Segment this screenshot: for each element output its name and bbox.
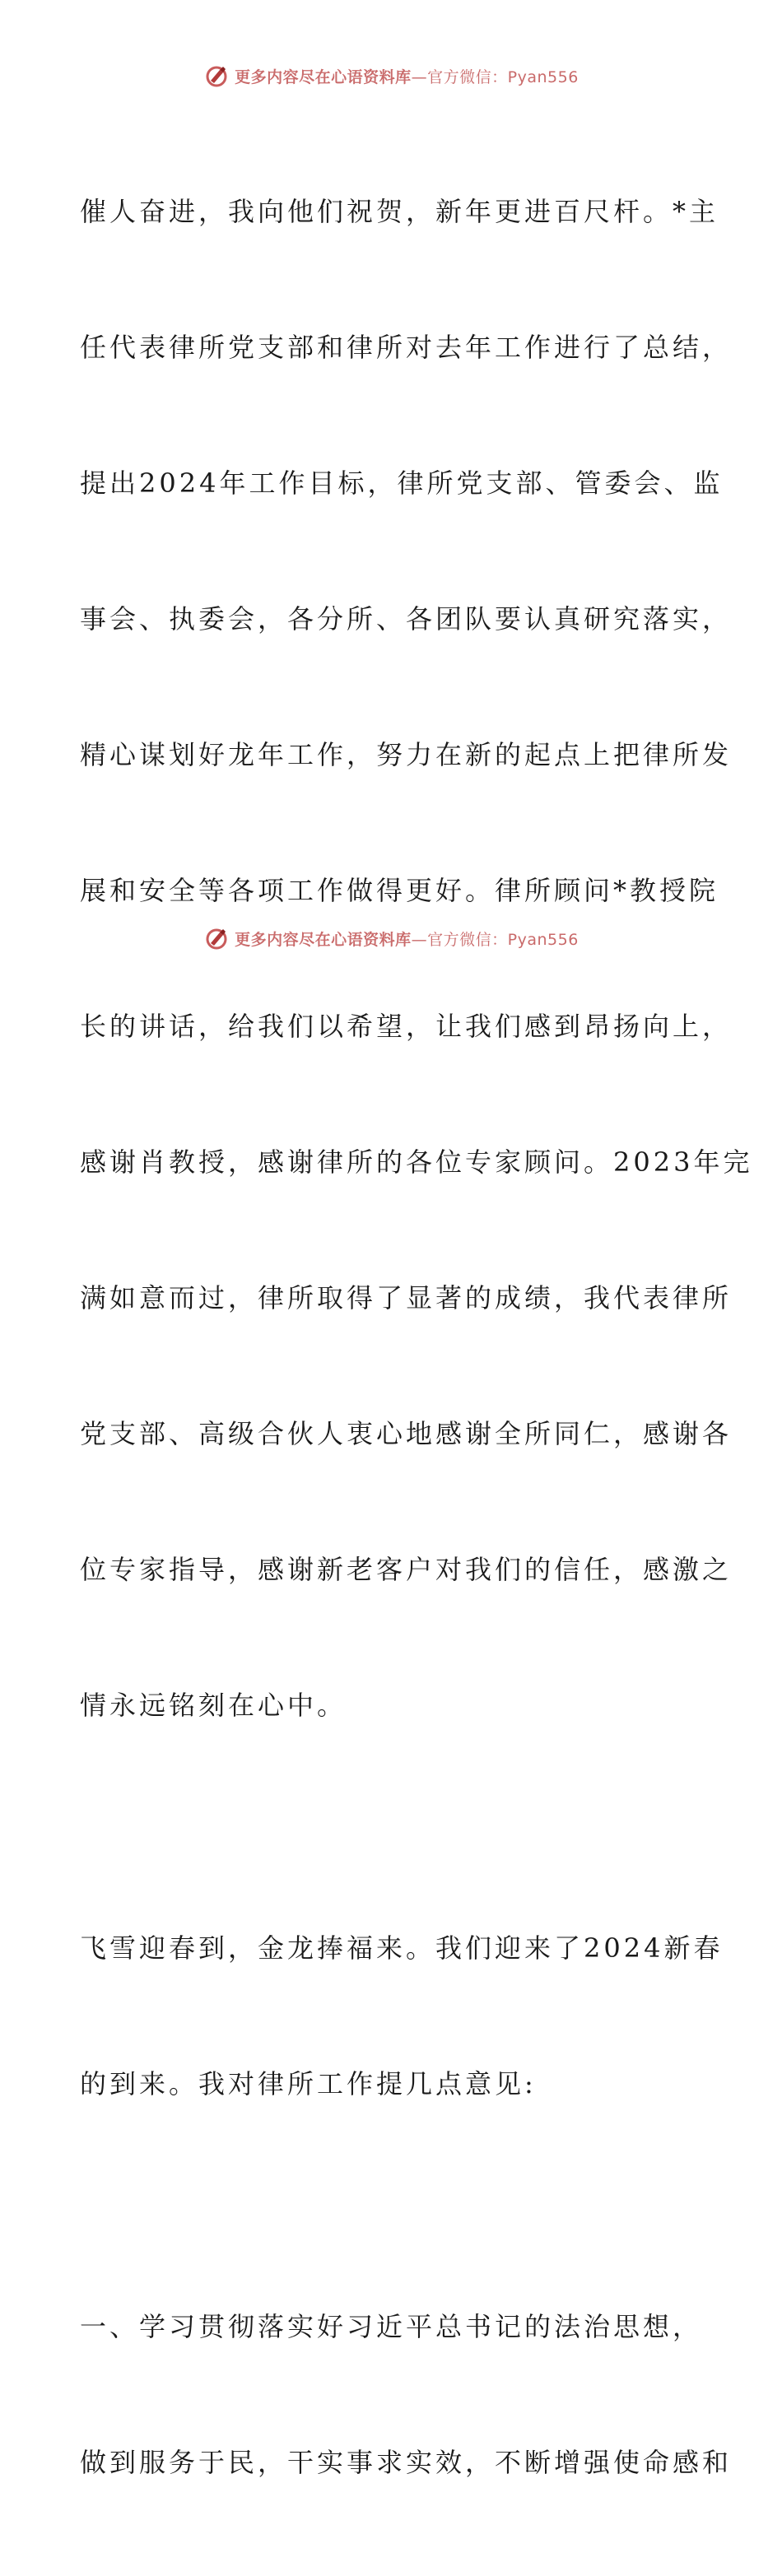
text-line: 事会、执委会，各分所、各团队要认真研究落实， xyxy=(80,603,733,635)
text-line: 感谢肖教授，感谢律所的各位专家顾问。2023年完 xyxy=(80,1146,753,1178)
watermark-separator: — xyxy=(411,67,428,86)
text-line: 情永远铭刻在心中。 xyxy=(80,1690,347,1721)
pen-logo-icon xyxy=(203,925,230,951)
text-line: 精心谋划好龙年工作，努力在新的起点上把律所发 xyxy=(80,739,733,770)
text-line: 催人奋进，我向他们祝贺，新年更进百尺杆。*主 xyxy=(80,196,719,227)
paragraph-1 xyxy=(80,99,753,1819)
text-line: 展和安全等各项工作做得更好。律所顾问*教授院 xyxy=(80,875,719,906)
watermark-brand: 更多内容尽在心语资料库 xyxy=(235,67,412,86)
text-line: 位专家指导，感谢新老客户对我们的信任，感激之 xyxy=(80,1554,733,1585)
watermark-group xyxy=(203,63,579,89)
watermark-brand: 更多内容尽在心语资料库 xyxy=(235,930,412,949)
text-line: 一、学习贯彻落实好习近平总书记的法治思想， xyxy=(80,2311,703,2342)
text-line: 做到服务于民，干实事求实效，不断增强使命感和 xyxy=(80,2447,733,2478)
footer-watermark xyxy=(0,922,782,955)
paragraph-3 xyxy=(80,2214,733,2576)
paragraph-2 xyxy=(80,1835,724,2197)
text-line: 满如意而过，律所取得了显著的成绩，我代表律所 xyxy=(80,1282,733,1314)
watermark-text xyxy=(235,65,579,87)
text-line: 党支部、高级合伙人衷心地感谢全所同仁，感谢各 xyxy=(80,1418,733,1449)
watermark-group xyxy=(203,925,579,951)
watermark-suffix: 官方微信：Pyan556 xyxy=(427,930,579,949)
watermark-separator: — xyxy=(411,930,428,949)
text-line: 长的讲话，给我们以希望，让我们感到昂扬向上， xyxy=(80,1011,733,1042)
document-body xyxy=(80,99,753,2576)
watermark-text xyxy=(235,928,579,950)
pen-logo-icon xyxy=(203,63,230,89)
text-line: 任代表律所党支部和律所对去年工作进行了总结， xyxy=(80,332,733,363)
text-line: 飞雪迎春到，金龙捧福来。我们迎来了2024新春 xyxy=(80,1932,724,1964)
text-line: 提出2024年工作目标，律所党支部、管委会、监 xyxy=(80,467,724,499)
watermark-suffix: 官方微信：Pyan556 xyxy=(427,67,579,86)
header-watermark xyxy=(0,59,782,92)
text-line: 的到来。我对律所工作提几点意见: xyxy=(80,2068,537,2099)
